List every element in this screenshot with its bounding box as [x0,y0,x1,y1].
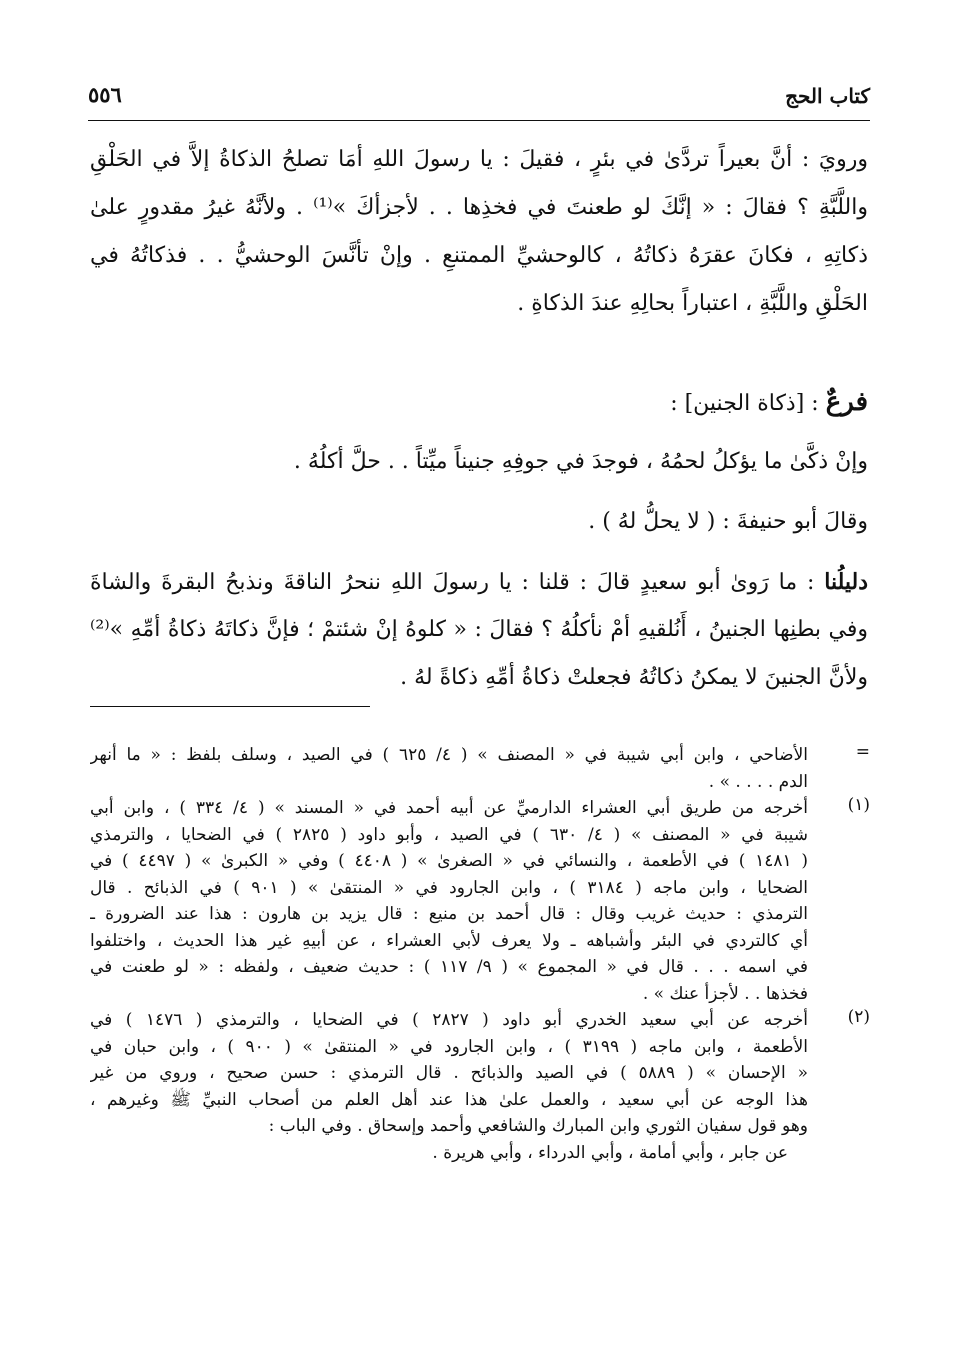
footnote-2 [90,1007,870,1166]
footnote-line: أي كالتردي في البئر وأشباهه ـ ولا يعرف لأبي العشراء ، عن أبيهِ غير هذا الحديث ، واختلفوا [90,930,808,951]
footnote-separator [90,706,370,707]
footnote-line: فخذها . . لأجزأ عنك » . [642,983,808,1004]
paragraph-camel-hadith [90,136,868,328]
footnote-mark: (٢) [847,1007,870,1027]
footnote-line: الترمذي : حديث غريب وقال : قال أحمد بن منيع : قال يزيد بن هارون : هذا عند الضرورة ـ [90,904,808,924]
section-heading [90,378,868,426]
text-line: واللَّبَّةِ ؟ فقالَ : « إنَّكَ لو طعنتَ في فخذِها . . لأجزأكَ »⁽¹⁾ . ولأنَّهُ غيرُ مقدورٍ علىٰ [90,195,868,220]
running-header [88,80,870,116]
text-line: ورويَ : أنَّ بعيراً تردَّىٰ في بئرٍ ، فقيلَ : يا رسولَ اللهِ أمَا تصلحُ الذكاةُ إلاَّ في الحَلْقِ [90,147,868,172]
footnotes [90,742,870,1166]
text-line [90,558,868,606]
far-label: فرعٌ [825,387,868,417]
header-rule [88,120,870,121]
footnote-line: الضحايا ، وابن ماجه ( ٣١٨٤ ) ، وابن الجارود في « المنتقىٰ » ( ٩٠١ ) في الذبائح . قال [90,877,808,898]
footnote-line: الأطعمة ، وابن ماجه ( ٣١٩٩ ) ، وابن الجارود في « المنتقىٰ » ( ٩٠٠ ) ، وابن حبان في [90,1036,808,1057]
chapter-title: كتاب الحج [785,84,870,108]
text-line: وقالَ أبو حنيفةَ : ( لا يحلُّ لهُ ) . [588,509,868,534]
footnote-mark: (١) [847,795,870,815]
footnote-mark: = [855,742,870,762]
text-line: وفي بطنِها الجنينُ ، أَنُلقيهِ أمْ نأكلُهُ ؟ فقالَ : « كلوهُ إنْ شئتمْ ؛ فإنَّ ذكاتَهُ ذكاةُ أمِّهِ »⁽²⁾ [90,617,868,642]
dalil-text: : ما رَوىٰ أبو سعيدٍ قالَ : قلنا : يا رسولَ اللهِ ننحرُ الناقةَ ونذبحُ البقرةَ والشاةَ [90,570,825,595]
footnote-line: الأضاحي ، وابن أبي شيبة في « المصنف » ( ٤/ ٦٢٥ ) في الصيد ، وسلف بلفظ : « ما أنهر [90,745,808,765]
footnote-line: الدم . . . . » . [708,771,808,792]
text-line: ولأنَّ الجنينَ لا يمكنُ ذكاتُهُ فجعلتْ ذكاةُ أمِّهِ ذكاةً لهُ . [400,665,868,690]
footnote-line: وهو قول سفيان الثوري وابن المبارك والشافعي وأحمد وإسحاق . وفي الباب : [268,1116,808,1136]
dalil-label: دليلُنا [824,569,868,595]
footnote-1 [90,795,870,1007]
footnote-line: أخرجه عن أبي سعيد الخدري أبو داود ( ٢٨٢٧ ) في الضحايا ، والترمذي ( ١٤٧٦ ) في [90,1010,808,1030]
footnote-line: أخرجه من طريق أبي العشراء الدارميِّ عن أبيه أحمد في « المسند » ( ٤/ ٣٣٤ ) ، وابن أبي [90,798,808,818]
text-line: الحَلْقِ واللَّبَّةِ ، اعتباراً بحالِهِ عندَ الذكاةِ . [517,291,868,316]
footnote-line: ( ١٤٨١ ) في الأطعمة ، والنسائي في « الصغرىٰ » ( ٤٤٠٨ ) وفي « الكبرىٰ » ( ٤٤٩٧ ) في [90,851,808,871]
text-line: وإنْ ذكَّىٰ ما يؤكلُ لحمُهُ ، فوجدَ في جوفِهِ جنيناً ميِّتاً . . حلَّ أكلُهُ . [293,449,868,474]
text-line: ذكاتِهِ ، فكانَ عقرَهُ ذكاتُهُ ، كالوحشيِّ الممتنعِ . وإنْ تأنَّسَ الوحشيُّ . . فذكاتُهُ في [90,243,868,268]
footnote-line: هذا الوجه عن أبي سعيد ، والعمل علىٰ هذا عند أهل العلم من أصحاب النبيِّ ﷺ وغيرهم ، [90,1089,808,1110]
footnote-continued [90,742,870,795]
page-number: ٥٥٦ [88,82,122,107]
footnote-line: شيبة في « المصنف » ( ٤/ ٦٣٠ ) في الصيد ، وأبو داود ( ٢٨٢٥ ) في الضحايا ، والترمذي [90,824,808,845]
footnote-line: عن جابر ، وأبي أمامة ، وأبي الدرداء ، وأبي هريرة . [432,1142,788,1163]
footnote-line: « الإحسان » ( ٥٨٨٩ ) في الصيد والذبائح . قال الترمذي : حسن صحيح ، وروي من غير [90,1063,808,1083]
section-fetus-slaughter [90,378,868,702]
footnote-line: في اسمه . . . قال في « المجموع » ( ٩/ ١١٧ ) : حديث ضعيف ، ولفظه : « لو طعنت في [90,957,808,977]
far-title: : [ذكاة الجنين] : [670,391,826,416]
